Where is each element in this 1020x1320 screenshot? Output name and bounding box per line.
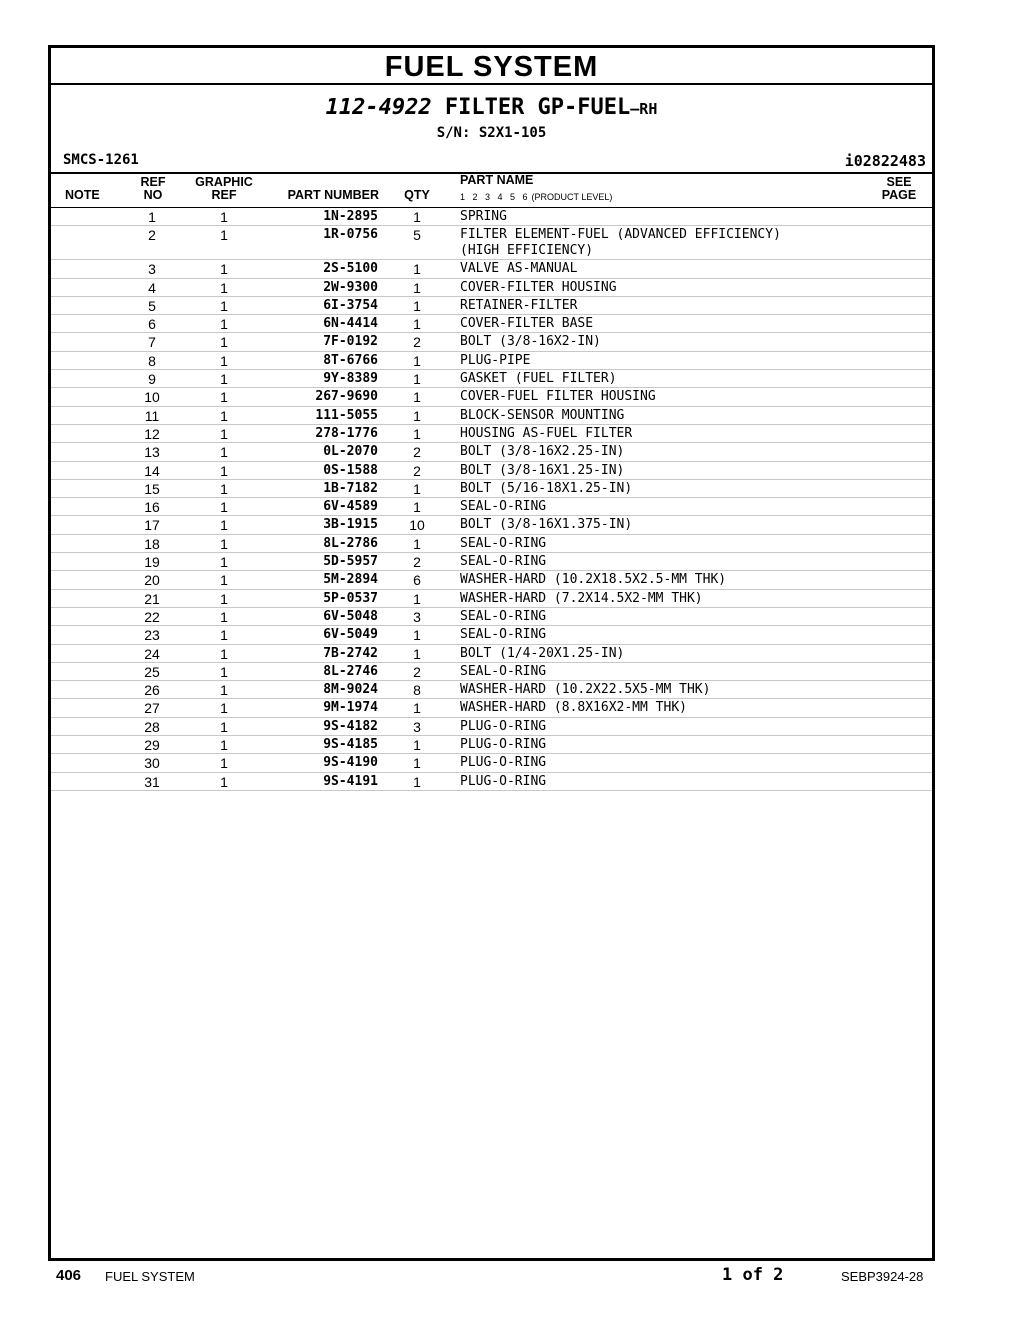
part-number-cell: 8L-2786 [323,535,378,551]
ref-no-cell: 13 [144,444,160,461]
graphic-ref-cell: 1 [220,480,228,497]
ref-no-cell: 21 [144,590,160,607]
part-name-cell: PLUG-O-RING [460,718,547,734]
part-number-cell: 8T-6766 [323,352,378,368]
ref-no-cell: 14 [144,462,160,479]
qty-cell: 1 [413,209,421,225]
product-levels [460,192,612,202]
part-number-cell: 6I-3754 [323,297,378,313]
part-name-cell: PLUG-PIPE [460,352,531,368]
ref-no-cell: 8 [148,352,156,369]
qty-cell: 1 [413,590,421,607]
part-name-cell: PLUG-O-RING [460,773,547,789]
part-number-cell: 9M-1974 [323,700,378,716]
qty-cell: 1 [413,645,421,662]
graphic-ref-cell: 1 [220,209,228,225]
part-name-cell: COVER-FUEL FILTER HOUSING [460,389,656,405]
table-row [51,352,932,370]
qty-cell: 3 [413,608,421,625]
group-suffix: —RH [630,100,658,118]
part-name-cell: BLOCK-SENSOR MOUNTING [460,407,625,423]
group-part-number: 112-4922 [325,95,432,120]
part-name-cell: BOLT (1/4-20X1.25-IN) [460,645,625,661]
part-number-cell: 3B-1915 [323,517,378,533]
table-row [51,516,932,534]
ref-no-cell: 6 [148,316,156,333]
part-header [51,85,932,172]
graphic-ref-cell: 1 [220,773,228,790]
qty-cell: 1 [413,389,421,406]
part-name-cell: BOLT (3/8-16X2-IN) [460,334,601,350]
part-name-cell: GASKET (FUEL FILTER) [460,371,617,387]
part-number-cell: 9S-4190 [323,755,378,771]
part-name-cell: HOUSING AS-FUEL FILTER [460,425,633,441]
ref-no-cell: 19 [144,554,160,571]
graphic-ref-cell: 1 [220,261,228,278]
qty-cell: 1 [413,407,421,424]
graphic-ref-cell: 1 [220,371,228,388]
qty-cell: 1 [413,480,421,497]
part-name-cell: SEAL-O-RING [460,499,547,515]
table-row [51,590,932,608]
ref-no-cell: 27 [144,700,160,717]
table-row [51,699,932,717]
col-graphic-bottom: REF [211,188,237,202]
qty-cell: 1 [413,297,421,314]
graphic-ref-cell: 1 [220,407,228,424]
graphic-ref-cell: 1 [220,227,228,244]
part-number-cell: 1B-7182 [323,480,378,496]
part-name-cell: BOLT (3/8-16X1.25-IN) [460,462,625,478]
part-name-cell: PLUG-O-RING [460,755,547,771]
qty-cell: 6 [413,572,421,589]
table-row [51,645,932,663]
col-see-bottom: PAGE [881,188,917,202]
graphic-ref-cell: 1 [220,627,228,644]
ref-no-cell: 11 [144,407,160,424]
ref-no-cell: 18 [144,535,160,552]
part-name-cell: SEAL-O-RING [460,663,547,679]
ref-no-cell: 29 [144,737,160,754]
ref-no-cell: 23 [144,627,160,644]
col-note: NOTE [65,188,100,202]
table-row [51,498,932,516]
graphic-ref-cell: 1 [220,645,228,662]
graphic-ref-cell: 1 [220,682,228,699]
col-part-number: PART NUMBER [287,188,379,202]
part-number-cell: 5D-5957 [323,554,378,570]
table-row [51,553,932,571]
ref-no-cell: 30 [144,755,160,772]
part-name-cell: WASHER-HARD (7.2X14.5X2-MM THK) [460,590,703,606]
part-name-cell: FILTER ELEMENT-FUEL (ADVANCED EFFICIENCY) (HIGH EFFICIENCY) [460,227,781,259]
part-number-cell: 267-9690 [315,389,378,405]
part-number-cell: 9S-4185 [323,737,378,753]
qty-cell: 1 [413,627,421,644]
part-number-cell: 7F-0192 [323,334,378,350]
part-number-cell: 6N-4414 [323,316,378,332]
table-row [51,571,932,589]
ref-no-cell: 2 [148,227,156,244]
table-row [51,480,932,498]
qty-cell: 2 [413,663,421,680]
footer-section: FUEL SYSTEM [105,1269,195,1284]
part-number-cell: 7B-2742 [323,645,378,661]
qty-cell: 1 [413,755,421,772]
part-name-cell: COVER-FILTER HOUSING [460,279,617,295]
part-number-cell: 0L-2070 [323,444,378,460]
part-name-cell: RETAINER-FILTER [460,297,578,313]
graphic-ref-cell: 1 [220,352,228,369]
part-number-cell: 6V-4589 [323,499,378,515]
ref-no-cell: 4 [148,279,156,296]
graphic-ref-cell: 1 [220,462,228,479]
ref-no-cell: 24 [144,645,160,662]
table-row [51,535,932,553]
qty-cell: 1 [413,737,421,754]
ref-no-cell: 22 [144,608,160,625]
table-row [51,260,932,278]
graphic-ref-cell: 1 [220,590,228,607]
page-number: 406 [56,1267,82,1284]
qty-cell: 1 [413,371,421,388]
part-number-cell: 2W-9300 [323,279,378,295]
ref-no-cell: 9 [148,371,156,388]
part-number-cell: 0S-1588 [323,462,378,478]
table-row [51,773,932,791]
qty-cell: 1 [413,499,421,516]
qty-cell: 1 [413,700,421,717]
graphic-ref-cell: 1 [220,334,228,351]
ref-no-cell: 10 [144,389,160,406]
col-see-top: SEE [886,175,912,189]
graphic-ref-cell: 1 [220,316,228,333]
part-name-cell: PLUG-O-RING [460,737,547,753]
part-number-cell: 9Y-8389 [323,371,378,387]
graphic-ref-cell: 1 [220,499,228,516]
graphic-ref-cell: 1 [220,517,228,534]
qty-cell: 10 [409,517,425,534]
parts-table-body [51,208,932,791]
group-description: FILTER GP-FUEL [444,95,631,120]
table-row [51,425,932,443]
ref-no-cell: 28 [144,718,160,735]
graphic-ref-cell: 1 [220,297,228,314]
table-row [51,208,932,226]
part-number-cell: 5P-0537 [323,590,378,606]
part-name-cell: VALVE AS-MANUAL [460,261,578,277]
part-name-cell: SEAL-O-RING [460,535,547,551]
qty-cell: 2 [413,444,421,461]
ref-no-cell: 31 [144,773,160,790]
ref-no-cell: 17 [144,517,160,534]
qty-cell: 2 [413,554,421,571]
part-number-cell: 9S-4182 [323,718,378,734]
part-name-cell: WASHER-HARD (8.8X16X2-MM THK) [460,700,687,716]
part-name-cell: WASHER-HARD (10.2X22.5X5-MM THK) [460,682,711,698]
table-row [51,754,932,772]
table-row [51,462,932,480]
part-number-cell: 6V-5048 [323,608,378,624]
ref-no-cell: 20 [144,572,160,589]
ref-no-cell: 1 [148,209,156,225]
part-title [51,95,932,120]
col-graphic-top: GRAPHIC [195,175,253,189]
serial-number: S/N: S2X1-105 [436,125,547,141]
part-number-cell: 9S-4191 [323,773,378,789]
graphic-ref-cell: 1 [220,535,228,552]
col-part-name: PART NAME [460,173,534,187]
part-number-cell: 1R-0756 [323,227,378,243]
table-row [51,736,932,754]
part-number-cell: 8M-9024 [323,682,378,698]
part-number-cell: 5M-2894 [323,572,378,588]
qty-cell: 1 [413,773,421,790]
ref-no-cell: 5 [148,297,156,314]
ref-no-cell: 15 [144,480,160,497]
part-name-cell: SEAL-O-RING [460,608,547,624]
qty-cell: 1 [413,279,421,296]
graphic-ref-cell: 1 [220,554,228,571]
table-row [51,608,932,626]
part-name-cell: SEAL-O-RING [460,627,547,643]
graphic-ref-cell: 1 [220,572,228,589]
part-number-cell: 6V-5049 [323,627,378,643]
parts-sheet [48,45,935,1261]
part-number-cell: 1N-2895 [323,209,378,224]
table-row [51,388,932,406]
table-row [51,718,932,736]
graphic-ref-cell: 1 [220,608,228,625]
part-name-cell: BOLT (3/8-16X2.25-IN) [460,444,625,460]
part-number-cell: 8L-2746 [323,663,378,679]
part-name-cell: SEAL-O-RING [460,554,547,570]
ref-no-cell: 16 [144,499,160,516]
ref-no-cell: 3 [148,261,156,278]
table-row [51,297,932,315]
qty-cell: 8 [413,682,421,699]
qty-cell: 1 [413,316,421,333]
table-row [51,279,932,297]
graphic-ref-cell: 1 [220,755,228,772]
col-qty: QTY [404,188,430,202]
col-ref-bottom: NO [143,188,163,202]
part-number-cell: 111-5055 [315,407,378,423]
table-row [51,626,932,644]
table-row [51,370,932,388]
graphic-ref-cell: 1 [220,718,228,735]
column-header [51,172,932,208]
graphic-ref-cell: 1 [220,737,228,754]
qty-cell: 1 [413,425,421,442]
graphic-ref-cell: 1 [220,279,228,296]
col-ref-top: REF [140,175,166,189]
qty-cell: 1 [413,535,421,552]
product-level-label: (PRODUCT LEVEL) [531,192,613,202]
qty-cell: 2 [413,334,421,351]
section-title-bar [51,48,932,85]
ref-no-cell: 7 [148,334,156,351]
part-number-cell: 278-1776 [315,425,378,441]
smcs-code: SMCS-1261 [63,152,139,168]
qty-cell: 1 [413,261,421,278]
table-row [51,315,932,333]
ref-no-cell: 25 [144,663,160,680]
qty-cell: 1 [413,352,421,369]
table-row [51,663,932,681]
illustration-id: i02822483 [844,152,926,170]
ref-no-cell: 26 [144,682,160,699]
section-title: FUEL SYSTEM [384,51,599,83]
part-name-cell: SPRING [460,209,507,224]
part-name-cell: COVER-FILTER BASE [460,316,594,332]
part-number-cell: 2S-5100 [323,261,378,277]
table-row [51,226,932,260]
table-row [51,681,932,699]
ref-no-cell: 12 [144,425,160,442]
qty-cell: 5 [413,227,421,244]
graphic-ref-cell: 1 [220,700,228,717]
part-name-cell: BOLT (5/16-18X1.25-IN) [460,480,633,496]
qty-cell: 3 [413,718,421,735]
document-id: SEBP3924-28 [841,1269,924,1284]
part-name-cell: BOLT (3/8-16X1.375-IN) [460,517,633,533]
graphic-ref-cell: 1 [220,663,228,680]
table-row [51,333,932,351]
qty-cell: 2 [413,462,421,479]
graphic-ref-cell: 1 [220,444,228,461]
page-of: 1 of 2 [722,1265,784,1285]
table-row [51,407,932,425]
table-row [51,443,932,461]
level-numbers: 1 2 3 4 5 6 [460,192,528,202]
part-name-cell: WASHER-HARD (10.2X18.5X2.5-MM THK) [460,572,727,588]
page-footer [0,1265,1020,1290]
graphic-ref-cell: 1 [220,425,228,442]
graphic-ref-cell: 1 [220,389,228,406]
